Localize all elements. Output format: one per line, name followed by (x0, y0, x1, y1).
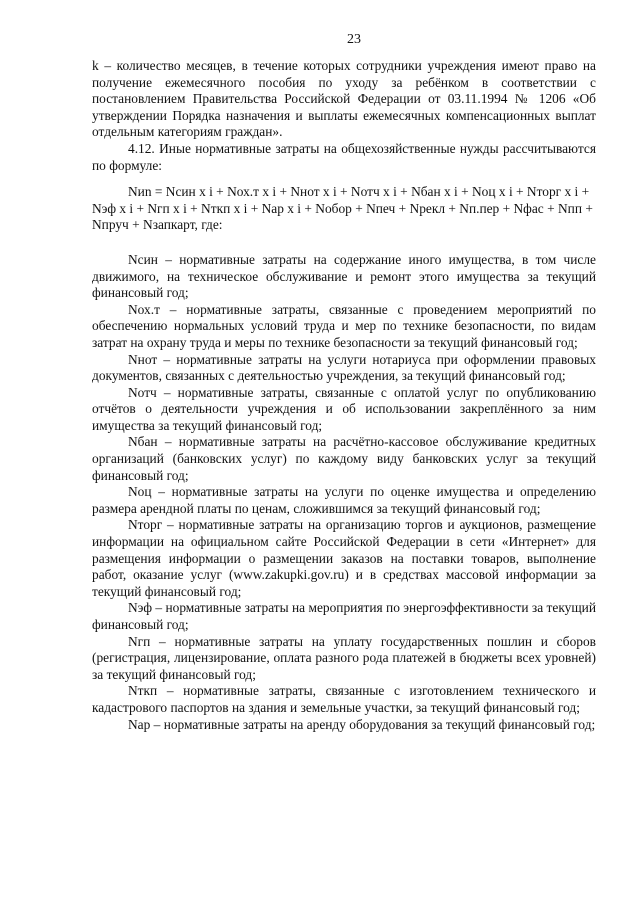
definition-ntorg: Nторг – нормативные затраты на организацию торгов и аукционов, размещение информации на официальном сайте Российской Федерации в сети «Интернет» для размещения информации о размещении заказов на поставки товаров, выполнение работ, оказание услуг (www.zakupki.gov.ru) и в средствах массовой информации за текущий финансовый год; (92, 517, 596, 599)
definition-noht: Nох.т – нормативные затраты, связанные с проведением мероприятий по обеспечению нормальных условий труда и мер по технике безопасности, по видам затрат на охрану труда и меры по технике безопасности за текущий финансовый год; (92, 301, 596, 350)
definition-ngp: Nгп – нормативные затраты на уплату государственных пошлин и сборов (регистрация, лицензирование, оплата разного рода платежей в бюджеты всех уровней) за текущий финансовый год; (92, 633, 596, 682)
definition-nar: Nар – нормативные затраты на аренду оборудования за текущий финансовый год; (128, 716, 596, 732)
paragraph-section-4-12: 4.12. Иные нормативные затраты на общехозяйственные нужды рассчитываются по формуле: (92, 140, 596, 173)
definition-ntkp: Nткп – нормативные затраты, связанные с изготовлением технического и кадастрового паспортов на здания и земельные участки, за текущий финансовый год; (92, 683, 596, 715)
definition-noc: Nоц – нормативные затраты на услуги по оценке имущества и определению размера арендной платы по ценам, сложившимся за текущий финансовый год; (92, 484, 596, 516)
definition-nef: Nэф – нормативные затраты на мероприятия по энергоэффективности за текущий финансовый год; (92, 600, 596, 632)
definition-nsin: Nсин – нормативные затраты на содержание иного имущества, в том числе движимого, на техническое обслуживание и ремонт этого имущества за текущий финансовый год; (92, 251, 596, 301)
paragraph-months: k – количество месяцев, в течение которых сотрудники учреждения имеют право на получение ежемесячного пособия по уходу за ребёнком в соответствии с постановлением Правительства Российской Федерации от 03.11.1994 № 1206 «Об утверждении Порядка назначения и выплаты ежемесячных компенсационных выплат отдельным категориям граждан». (92, 58, 596, 140)
document-body (92, 58, 596, 733)
page-number: 23 (347, 32, 361, 47)
formula: Nиn = Nсин x i + Nох.т x i + Nнот x i + Nотч x i + Nбан x i + Nоц x i + Nторг x i + Nэф x i + Nгп x i + Nткп x i + Nар x i + Nобор + Nпеч + Nрекл + Nп.пер + Nфас + Nпп + Nпруч + Nзапкарт, где: (92, 184, 593, 233)
definition-notch: Nотч – нормативные затраты, связанные с оплатой услуг по опубликованию отчётов о деятельности учреждения и об использовании закреплённого за ним имущества за текущий финансовый год; (92, 384, 596, 433)
definition-nban: Nбан – нормативные затраты на расчётно-кассовое обслуживание кредитных организаций (банковских услуг) по каждому виду банковских услуг за текущий финансовый год; (92, 434, 596, 483)
definition-nnot: Nнот – нормативные затраты на услуги нотариуса при оформлении правовых документов, связанных с деятельностью учреждения, за текущий финансовый год; (92, 351, 596, 384)
